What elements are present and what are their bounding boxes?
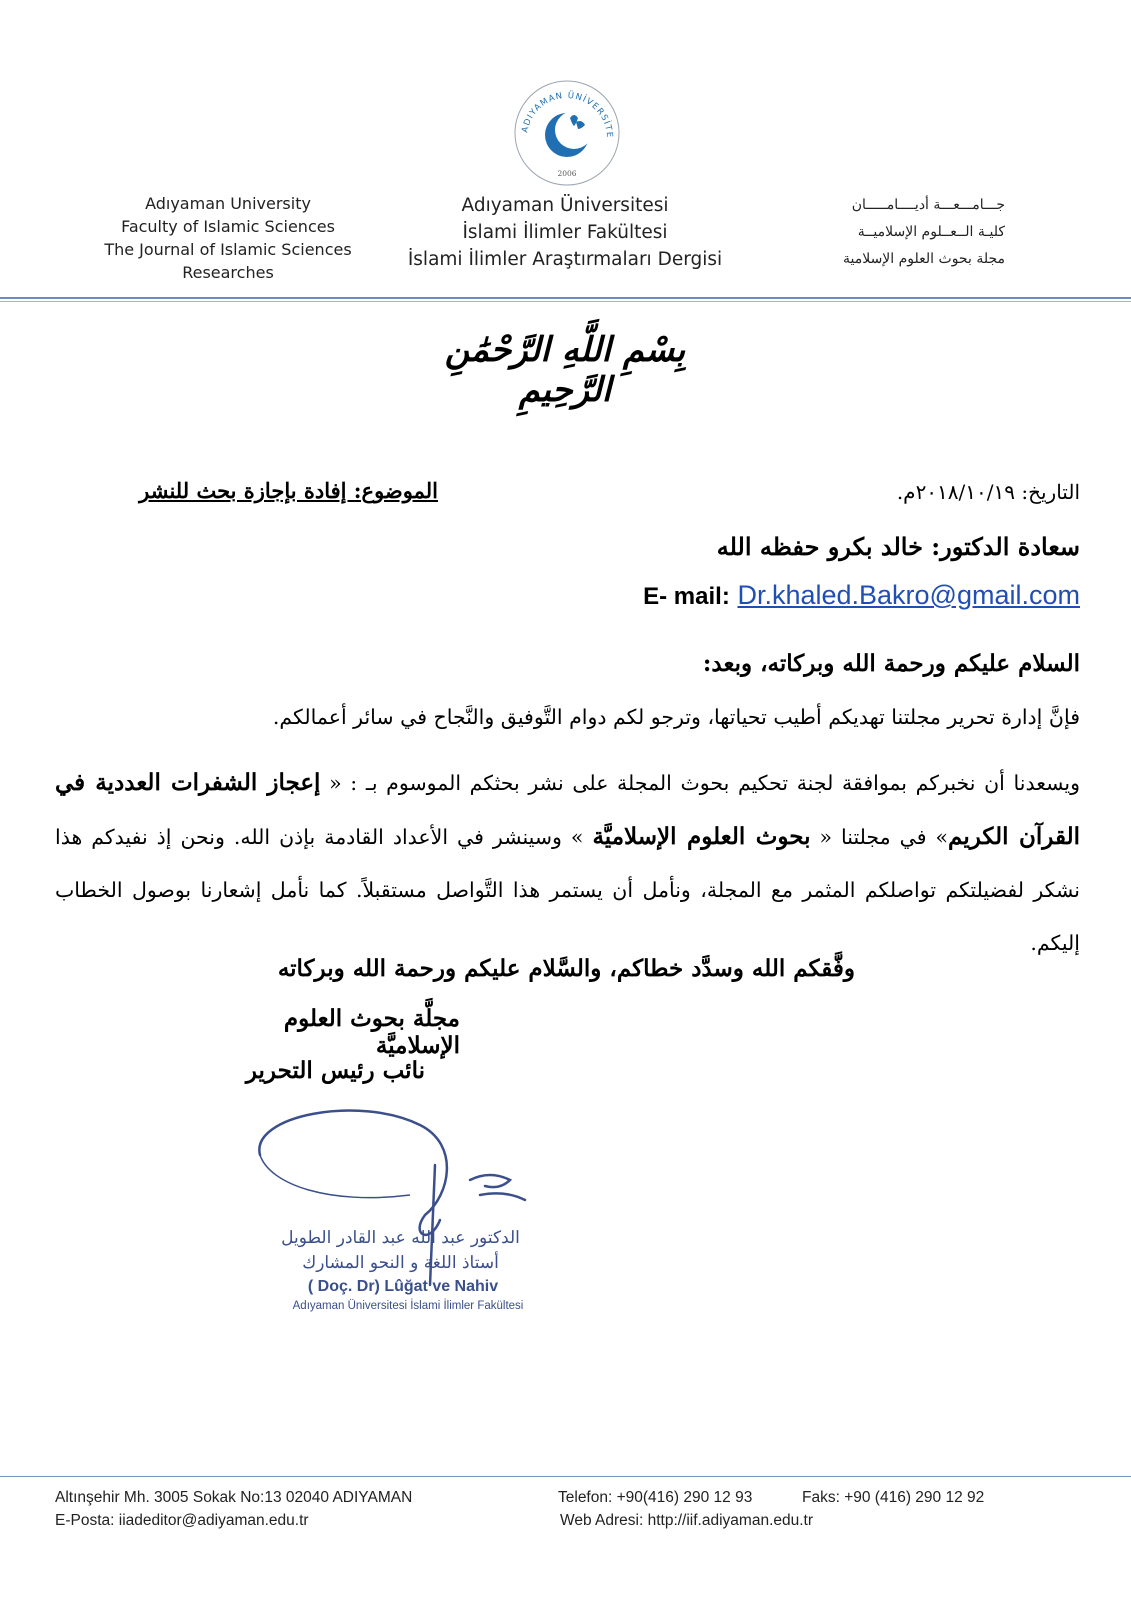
signature-stamp bbox=[240, 1095, 560, 1305]
letter-date: التاريخ: ٢٠١٨/١٠/١٩م. bbox=[896, 480, 1080, 504]
header-english bbox=[88, 192, 368, 284]
p2-text-b: » في مجلتنا « bbox=[810, 825, 949, 849]
signature-journal: مجلَّة بحوث العلوم الإسلاميَّة bbox=[283, 1005, 460, 1059]
footer-phone: Telefon: +90(416) 290 12 93 bbox=[558, 1489, 753, 1506]
basmala-calligraphy: بِسْمِ اللَّهِ الرَّحْمَٰنِ الرَّحِيمِ bbox=[444, 330, 686, 410]
letter-paragraph-2 bbox=[55, 756, 1080, 970]
letter-greeting: السلام عليكم ورحمة الله وبركاته، وبعد: bbox=[702, 650, 1080, 677]
p2-text-a: ويسعدنا أن نخبركم بموافقة لجنة تحكيم بحوث المجلة على نشر بحثكم الموسوم بـ : « bbox=[320, 771, 1080, 795]
header-tr-line: İslami İlimler Fakültesi bbox=[462, 222, 668, 243]
header-en-line: Faculty of Islamic Sciences bbox=[121, 217, 335, 236]
research-title: إعجاز الشفرات العددية في القرآن الكريم bbox=[55, 769, 1081, 850]
letter-recipient: سعادة الدكتور: خالد بكرو حفظه الله bbox=[716, 532, 1080, 561]
signature-scribble bbox=[240, 1095, 560, 1305]
footer-fax: Faks: +90 (416) 290 12 92 bbox=[802, 1489, 985, 1506]
journal-title: بحوث العلوم الإسلاميَّة bbox=[592, 823, 811, 850]
logo-emblem bbox=[512, 78, 622, 188]
stamp-rank-turkish: ( Doç. Dr) Lûğat ve Nahiv bbox=[307, 1278, 499, 1295]
footer-address: Altınşehir Mh. 3005 Sokak No:13 02040 ADIYAMAN bbox=[55, 1489, 413, 1506]
university-logo bbox=[512, 78, 622, 188]
header-ar-line: جـــامـــعـــة أديــــامـــــان bbox=[851, 197, 1005, 213]
header-arabic bbox=[790, 192, 1005, 273]
header-en-line: Researches bbox=[182, 263, 274, 282]
header-tr-line: İslami İlimler Araştırmaları Dergisi bbox=[407, 249, 723, 270]
letter-subject: الموضوع: إفادة بإجازة بحث للنشر bbox=[139, 478, 438, 503]
p2-text-c: » وسينشر في الأعداد القادمة بإذن الله. ونحن إذ نفيدكم هذا نشكر لفضيلتكم تواصلكم المثمر مع المجلة، ونأمل أن يستمر هذا التَّواصل مستقبلاً. كما نأمل إشعارنا بوصول الخطاب إليكم. bbox=[55, 825, 1080, 955]
stamp-rank-arabic: أستاذ اللغة و النحو المشارك bbox=[302, 1253, 499, 1273]
letter-paragraph-1: فإنَّ إدارة تحرير مجلتنا تهديكم أطيب تحياتها، وترجو لكم دوام التَّوفيق والنَّجاح في سائر أعمالكم. bbox=[272, 705, 1080, 729]
logo-ring-text: ADIYAMAN ÜNİVERSİTE bbox=[520, 90, 615, 139]
header-en-line: Adıyaman University bbox=[145, 194, 311, 213]
footer-email[interactable]: E-Posta: iiadeditor@adiyaman.edu.tr bbox=[55, 1512, 309, 1529]
logo-year: 2006 bbox=[557, 169, 577, 178]
stamp-name: الدكتور عبد الله عبد القادر الطويل bbox=[281, 1228, 520, 1248]
recipient-email-row bbox=[480, 580, 1080, 611]
stamp-institution: Adıyaman Üniversitesi İslami İlimler Fakültesi bbox=[292, 1300, 524, 1312]
header-divider bbox=[0, 297, 1131, 299]
header-ar-line: كليـة الــعــلوم الإسلاميــة bbox=[857, 224, 1005, 240]
header-en-line: The Journal of Islamic Sciences bbox=[104, 240, 352, 259]
footer-divider bbox=[0, 1476, 1131, 1477]
recipient-email-link[interactable]: Dr.khaled.Bakro@gmail.com bbox=[737, 580, 1080, 610]
header-divider-thin bbox=[0, 301, 1131, 302]
header-turkish bbox=[395, 192, 735, 273]
header-ar-line: مجلة بحوث العلوم الإسلامية bbox=[842, 251, 1005, 267]
header-tr-line: Adıyaman Üniversitesi bbox=[461, 195, 669, 216]
signature-title: نائب رئيس التحرير bbox=[245, 1057, 425, 1084]
email-label: E- mail: bbox=[643, 583, 730, 610]
footer-website[interactable]: Web Adresi: http://iif.adiyaman.edu.tr bbox=[560, 1512, 814, 1529]
letter-closing: وفَّقكم الله وسدَّد خطاكم، والسَّلام عليكم ورحمة الله وبركاته bbox=[277, 955, 855, 982]
